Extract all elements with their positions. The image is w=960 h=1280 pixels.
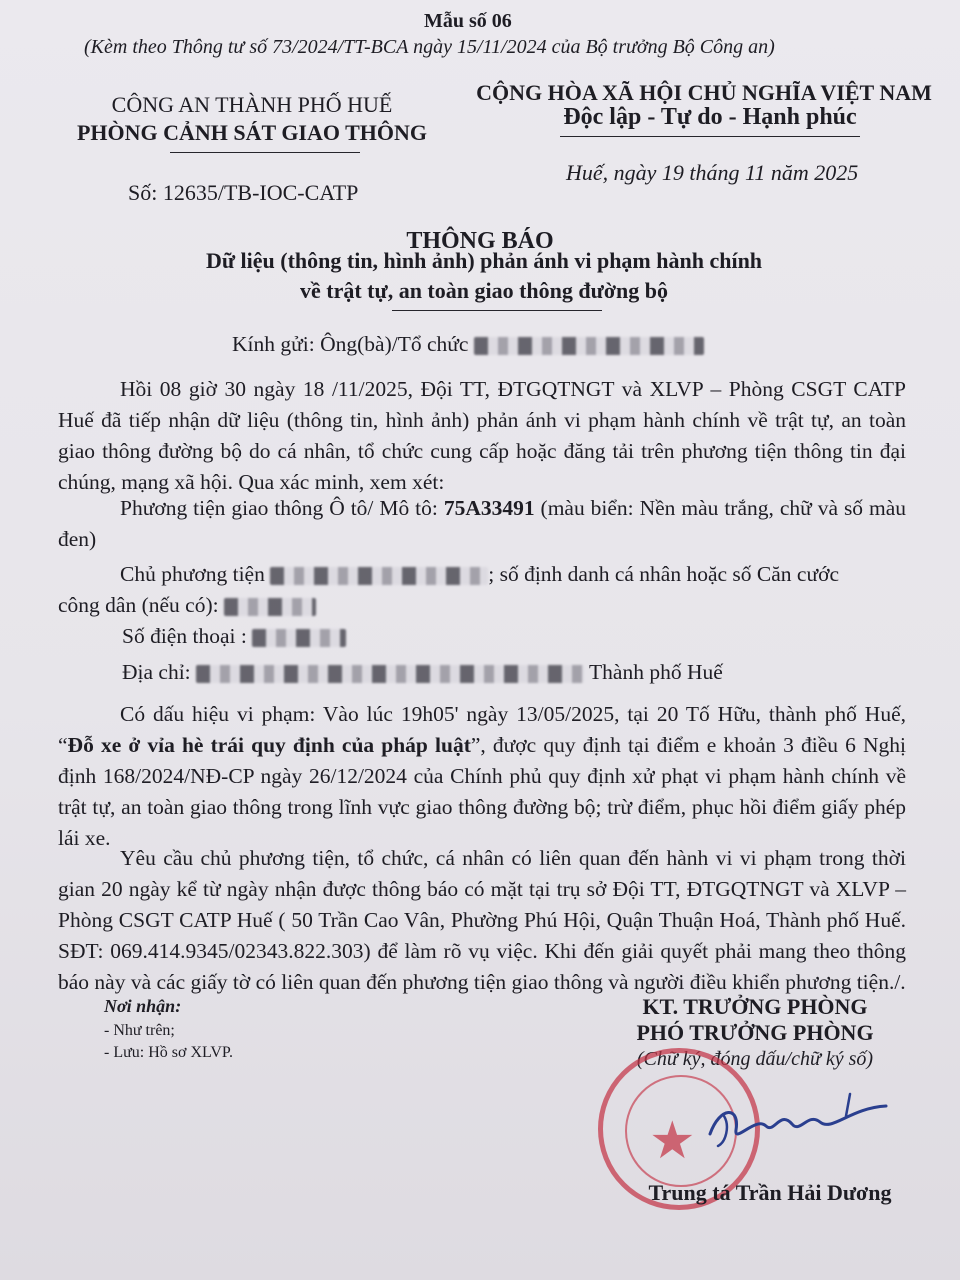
violation-paragraph <box>58 699 906 854</box>
distribution-list <box>104 1020 233 1064</box>
phone-label: Số điện thoại : <box>122 624 247 648</box>
violation-description: Đỗ xe ở vỉa hè trái quy định của pháp luật <box>67 733 471 757</box>
citizen-id-line <box>58 590 316 621</box>
issue-date: Huế, ngày 19 tháng 11 năm 2025 <box>566 160 859 185</box>
redacted-address <box>196 665 584 683</box>
distribution-title: Nơi nhận: <box>104 996 182 1016</box>
address-label: Địa chỉ: <box>122 660 191 684</box>
issuer-line1: CÔNG AN THÀNH PHỐ HUẾ <box>111 92 393 117</box>
redacted-citizen-id <box>224 598 316 616</box>
issuer-underline <box>170 152 360 153</box>
intro-paragraph: Hồi 08 giờ 30 ngày 18 /11/2025, Đội TT, ĐTGQTNGT và XLVP – Phòng CSGT CATP Huế đã tiếp nhận dữ liệu (thông tin, hình ảnh) phản ánh vi phạm hành chính về trật tự, an toàn giao thông đường bộ do cá nhân, tổ chức cung cấp hoặc đăng tải trên phương tiện thông tin đại chúng, mạng xã hội. Qua xác minh, xem xét: <box>58 377 906 494</box>
reference-number: Số: 12635/TB-IOC-CATP <box>128 180 359 205</box>
recipient-label: Kính gửi: Ông(bà)/Tổ chức <box>232 332 469 356</box>
document-title: THÔNG BÁO <box>406 228 554 254</box>
request-paragraph: Yêu cầu chủ phương tiện, tổ chức, cá nhân có liên quan đến hành vi vi phạm trong thời gian 20 ngày kể từ ngày nhận được thông báo có mặt tại trụ sở Đội TT, ĐTGQTNGT và XLVP – Phòng CSGT CATP Huế ( 50 Trần Cao Vân, Phường Phú Hội, Quận Thuận Hoá, Thành phố Huế. SĐT: 069.414.9345/02343.822.303) để làm rõ vụ việc. Khi đến giải quyết phải mang theo thông báo này và các giấy tờ có liên quan đến phương tiện giao thông và người điều khiển phương tiện./. <box>58 846 906 994</box>
vehicle-label: Phương tiện giao thông Ô tô/ Mô tô: <box>120 496 438 520</box>
citizen-id-label: công dân (nếu có): <box>58 593 219 617</box>
form-number: Mẫu số 06 <box>424 10 512 32</box>
address-city: Thành phố Huế <box>589 660 723 684</box>
redacted-owner-name <box>270 567 488 585</box>
document-subtitle-1: Dữ liệu (thông tin, hình ảnh) phản ánh vi phạm hành chính <box>205 248 763 273</box>
star-icon: ★ <box>649 1111 696 1171</box>
vehicle-paragraph <box>58 493 906 555</box>
nation-title: CỘNG HÒA XÃ HỘI CHỦ NGHĨA VIỆT NAM <box>476 80 932 105</box>
title-underline <box>392 310 602 311</box>
distribution-item: - Như trên; <box>104 1022 175 1039</box>
recipient-line <box>232 332 704 357</box>
distribution-item: - Lưu: Hồ sơ XLVP. <box>104 1044 233 1061</box>
violation-legal-basis: ”, được quy định tại điểm e khoản 3 điều 6 Nghị định 168/2024/NĐ-CP ngày 26/12/2024 của Chính phủ quy định xử phạt vi phạm hành chính về trật tự, an toàn giao thông trong lĩnh vực giao thông đường bộ; trừ điểm, phục hồi điểm giấy phép lái xe. <box>58 733 906 850</box>
handwritten-signature <box>700 1086 900 1156</box>
form-attachment-note: (Kèm theo Thông tư số 73/2024/TT-BCA ngày 15/11/2024 của Bộ trưởng Bộ Công an) <box>84 36 775 58</box>
signer-name: Trung tá Trần Hải Dương <box>648 1180 892 1205</box>
signature-note: (Chữ ký, đóng dấu/chữ ký số) <box>636 1048 874 1070</box>
issuer-line2: PHÒNG CẢNH SÁT GIAO THÔNG <box>76 120 427 145</box>
phone-line <box>122 624 346 649</box>
plate-color: (màu biển: Nền màu trắng, chữ và số màu đen) <box>58 496 907 551</box>
owner-label: Chủ phương tiện <box>120 562 265 586</box>
owner-id-label: ; số định danh cá nhân hoặc số Căn cước <box>488 562 840 586</box>
license-plate: 75A33491 <box>443 496 535 520</box>
motto-underline <box>560 136 860 137</box>
owner-paragraph <box>58 559 906 621</box>
signer-role-2: PHÓ TRƯỞNG PHÒNG <box>636 1020 874 1045</box>
signer-role-1: KT. TRƯỞNG PHÒNG <box>642 994 868 1019</box>
document-subtitle-2: về trật tự, an toàn giao thông đường bộ <box>299 278 668 303</box>
nation-motto: Độc lập - Tự do - Hạnh phúc <box>563 104 857 130</box>
redacted-phone <box>252 629 346 647</box>
redacted-recipient <box>474 337 704 355</box>
violation-intro: Có dấu hiệu vi phạm: Vào lúc 19h05' ngày 13/05/2025, tại 20 Tố Hữu, thành phố Huế, “ <box>58 702 906 757</box>
address-line <box>122 660 723 685</box>
